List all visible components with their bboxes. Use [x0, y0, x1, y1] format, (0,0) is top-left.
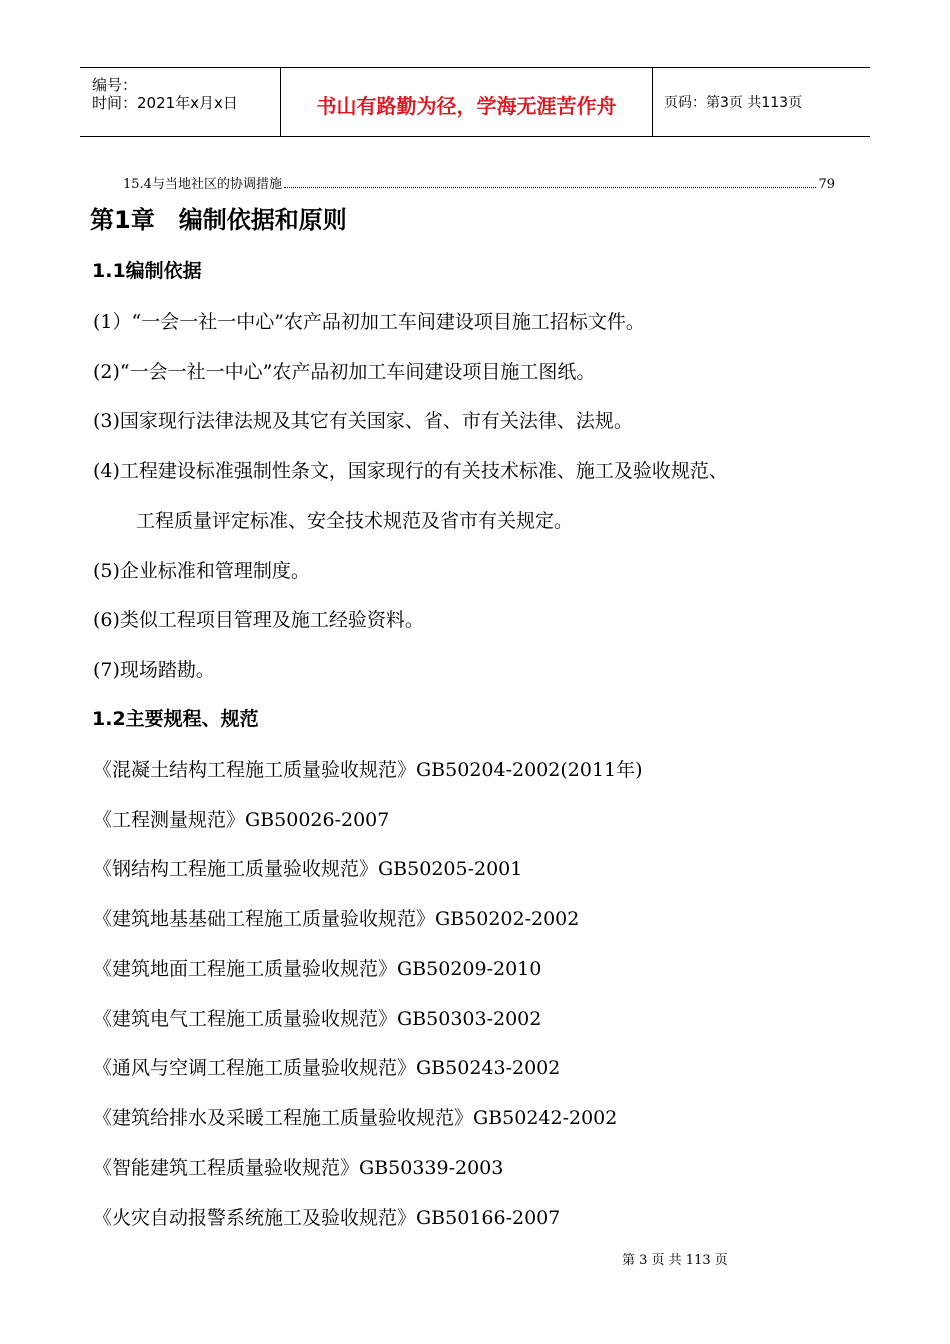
basis-item-continued: 工程质量评定标准、安全技术规范及省市有关规定。	[136, 510, 574, 532]
header-date-label: 时间：2021年x月x日	[92, 94, 238, 112]
standard-item: 《建筑给排水及采暖工程施工质量验收规范》GB50242-2002	[93, 1107, 618, 1129]
standard-item: 《建筑地基基础工程施工质量验收规范》GB50202-2002	[93, 908, 580, 930]
page-footer: 第 3 页 共 113 页	[622, 1253, 728, 1268]
header-meta	[80, 68, 280, 136]
basis-item: (6)类似工程项目管理及施工经验资料。	[93, 609, 424, 631]
basis-item: (5)企业标准和管理制度。	[93, 560, 310, 582]
standard-item: 《建筑地面工程施工质量验收规范》GB50209-2010	[93, 958, 542, 980]
standard-item: 《工程测量规范》GB50026-2007	[93, 809, 390, 831]
basis-item: (4)工程建设标准强制性条文，国家现行的有关技术标准、施工及验收规范、	[93, 460, 728, 482]
toc-entry	[123, 172, 835, 192]
chapter-title: 第1章 编制依据和原则	[90, 206, 347, 234]
basis-item: (3)国家现行法律法规及其它有关国家、省、市有关法律、法规。	[93, 410, 633, 432]
standard-item: 《通风与空调工程施工质量验收规范》GB50243-2002	[93, 1057, 561, 1079]
standard-item: 《火灾自动报警系统施工及验收规范》GB50166-2007	[93, 1207, 561, 1229]
section-title-1-1: 1.1编制依据	[92, 260, 202, 282]
page-header	[80, 67, 870, 137]
toc-entry-title: 15.4与当地社区的协调措施	[123, 177, 282, 192]
standard-item: 《智能建筑工程质量验收规范》GB50339-2003	[93, 1157, 504, 1179]
basis-item: (2)“一会一社一中心”农产品初加工车间建设项目施工图纸。	[93, 361, 596, 383]
header-motto: 书山有路勤为径，学海无涯苦作舟	[280, 68, 653, 136]
header-number-label: 编号：	[92, 76, 138, 94]
toc-entry-page: 79	[818, 177, 835, 192]
basis-item: (1）“一会一社一中心”农产品初加工车间建设项目施工招标文件。	[93, 311, 645, 333]
toc-leader-dots	[284, 187, 817, 188]
section-title-1-2: 1.2主要规程、规范	[92, 708, 259, 730]
standard-item: 《混凝土结构工程施工质量验收规范》GB50204-2002(2011年)	[93, 759, 643, 781]
standard-item: 《钢结构工程施工质量验收规范》GB50205-2001	[93, 858, 523, 880]
header-page-info: 页码：第3页 共113页	[664, 95, 803, 111]
basis-item: (7)现场踏勘。	[93, 659, 215, 681]
standard-item: 《建筑电气工程施工质量验收规范》GB50303-2002	[93, 1008, 542, 1030]
